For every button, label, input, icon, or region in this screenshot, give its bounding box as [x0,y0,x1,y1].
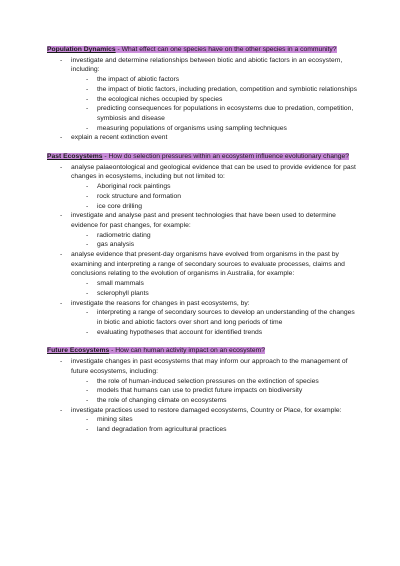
section-question: - How do selection pressures within an ecosystem influence evolutionary change? [102,153,350,161]
list-item: - gas analysis [86,241,135,249]
bullet-list [47,163,359,338]
document-page [47,45,359,444]
list-item: - models that humans can use to predict future impacts on biodiversity [86,387,303,395]
list-item: - analyse palaeontological and geological evidence that can be used to provide evidence for past changes in ecosystems, including but not limited to: [60,163,356,181]
section-question: - How can human activity impact on an ecosystem? [109,347,265,355]
list-item-text: the impact of abiotic factors [97,76,180,84]
list-item-text: predicting consequences for populations in ecosystems due to predation, competition, symbiosis and disease [97,105,354,122]
list-item-text: gas analysis [97,241,135,249]
list-item: - small mammals [86,280,144,288]
section-topic: Population Dynamics [47,46,116,53]
list-item-text: mining sites [97,416,133,424]
list-item-text: analyse palaeontological and geological evidence that can be used to provide evidence for past changes in ecosystems, including but not limited to: [71,163,356,181]
list-item-text: explain a recent extinction event [71,134,168,142]
list-item: - sclerophyll plants [86,289,149,297]
list-item: - analyse evidence that present-day organisms have evolved from organisms in the past by examining and interpreting a range of secondary sources to evaluate processes, claims and conclusions relating to the evolution of organisms in Australia, for example: [60,251,345,278]
list-item: - investigate the reasons for changes in past ecosystems, by: [60,299,250,307]
list-item: - investigate and determine relationships between biotic and abiotic factors in an ecosystem, including: [60,56,343,74]
list-item: - land degradation from agricultural practices [86,426,227,434]
section-heading [47,152,359,162]
list-item-text: rock structure and formation [97,192,182,200]
list-item: - interpreting a range of secondary sources to develop an understanding of the changes in biotic and abiotic factors over short and long periods of time [86,309,355,326]
bullet-list [47,357,359,435]
list-item-text: investigate practices used to restore damaged ecosystems, Country or Place, for example: [71,406,342,414]
list-item: - investigate practices used to restore damaged ecosystems, Country or Place, for example: [60,406,342,414]
list-item: - the impact of biotic factors, including predation, competition and symbiotic relationships [86,85,358,93]
list-item: - the impact of abiotic factors [86,76,180,84]
section-population-dynamics [47,45,359,143]
list-item-text: investigate and determine relationships between biotic and abiotic factors in an ecosystem, including: [71,56,343,74]
list-item: - explain a recent extinction event [60,134,168,142]
list-item: - Aboriginal rock paintings [86,183,171,191]
list-item-text: interpreting a range of secondary sources to develop an understanding of the changes in biotic and abiotic factors over short and long periods of time [97,309,355,326]
list-item-text: land degradation from agricultural practices [97,426,227,434]
list-item-text: sclerophyll plants [97,289,149,297]
list-item-text: small mammals [97,280,144,288]
list-item-text: ice core drilling [97,202,143,210]
list-item: - rock structure and formation [86,192,182,200]
list-item-text: investigate changes in past ecosystems that may inform our approach to the management of future ecosystems, including: [71,358,348,375]
section-topic: Future Ecosystems [47,347,110,355]
list-item: - predicting consequences for populations in ecosystems due to predation, competition, symbiosis and disease [86,105,354,122]
list-item: - investigate and analyse past and present technologies that have been used to determine evidence for past changes, for example: [60,212,336,229]
section-topic: Past Ecosystems [47,153,103,161]
list-item: - investigate changes in past ecosystems that may inform our approach to the management of future ecosystems, including: [60,358,348,375]
list-item-text: evaluating hypotheses that account for identified trends [97,328,263,336]
section-future-ecosystems [47,346,359,434]
list-item: - the role of human-induced selection pressures on the extinction of species [86,377,319,385]
section-heading [47,346,359,356]
list-item-text: Aboriginal rock paintings [97,183,171,191]
list-item: - the role of changing climate on ecosystems [86,396,227,404]
list-item-text: radiometric dating [97,231,151,239]
list-item: - measuring populations of organisms using sampling techniques [86,124,287,132]
section-question: - What effect can one species have on the other species in a community? [115,46,337,53]
list-item: - the ecological niches occupied by species [86,95,223,103]
list-item-text: models that humans can use to predict future impacts on biodiversity [97,387,303,395]
list-item-text: the ecological niches occupied by species [97,95,223,103]
section-heading [47,45,359,55]
list-item: - ice core drilling [86,202,143,210]
list-item-text: the role of changing climate on ecosystems [97,396,227,404]
list-item: - evaluating hypotheses that account for identified trends [86,328,263,336]
bullet-list [47,56,359,143]
list-item-text: investigate and analyse past and present technologies that have been used to determine evidence for past changes, for example: [71,212,336,229]
list-item-text: measuring populations of organisms using sampling techniques [97,124,287,132]
list-item-text: investigate the reasons for changes in past ecosystems, by: [71,299,250,307]
list-item-text: the impact of biotic factors, including predation, competition and symbiotic relationships [97,85,358,93]
list-item: - radiometric dating [86,231,151,239]
list-item-text: the role of human-induced selection pressures on the extinction of species [97,377,319,385]
list-item: - mining sites [86,416,133,424]
section-past-ecosystems [47,152,359,337]
list-item-text: analyse evidence that present-day organisms have evolved from organisms in the past by examining and interpreting a range of secondary sources to evaluate processes, claims and conclusions relating to the evolution of organisms in Australia, for example: [71,251,345,278]
